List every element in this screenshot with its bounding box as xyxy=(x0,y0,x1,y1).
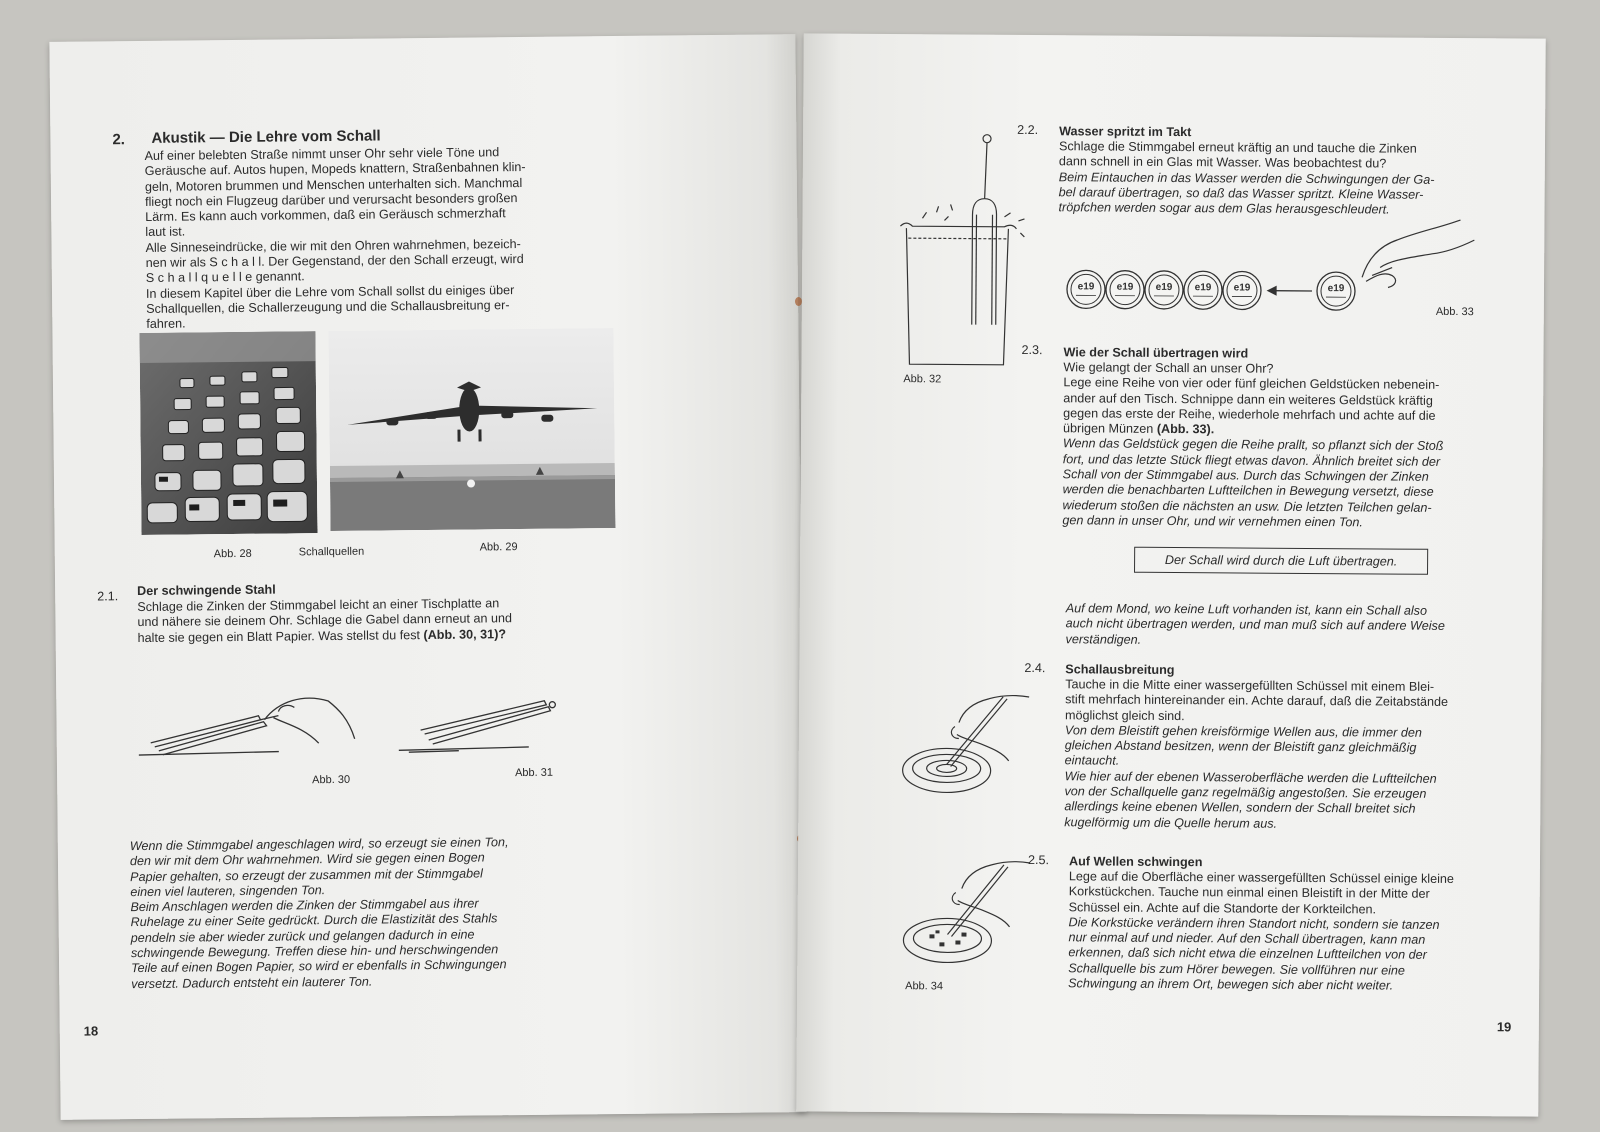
section-title-2-1: Der schwingende Stahl xyxy=(137,582,276,599)
chapter-number: 2. xyxy=(112,131,126,149)
text-line: allerdings keine ebenen Wellen, sondern der Schall breitet sich xyxy=(1064,799,1416,817)
text-line: gegen das erste der Reihe, wiederhole mehrfach und achte auf die xyxy=(1063,406,1436,423)
caption-abb33: Abb. 33 xyxy=(1435,305,1474,319)
text-span: halte sie gegen ein Blatt Papier. Was stellst du fest xyxy=(137,627,421,645)
text-line: kugelförmig um die Quelle herum aus. xyxy=(1064,814,1278,831)
beaker-tuning-fork-drawing xyxy=(891,128,1033,375)
text-line: Papier gehalten, so erzeugt der zusammen mit der Stimmgabel xyxy=(130,866,483,884)
text-line: laut ist. xyxy=(145,225,186,240)
text-line: fahren. xyxy=(146,316,186,332)
text-line: wiederum stoßen die nächsten an usw. Die letzten Teilchen gelan- xyxy=(1062,497,1432,515)
text-line: bel darauf übertragen, so daß das Wasser spritzt. Kleine Wasser- xyxy=(1058,185,1424,202)
text-line: Beim Eintauchen in das Wasser werden die Schwingungen der Ga- xyxy=(1058,169,1435,187)
text-line: Schallquelle bis zum Hörer bewegen. Sie vollführen nur eine xyxy=(1068,961,1406,978)
left-page xyxy=(49,34,806,1120)
page-number-right: 19 xyxy=(1496,1019,1512,1035)
right-page xyxy=(796,33,1546,1116)
caption-abb30: Abb. 30 xyxy=(312,773,351,787)
text-line: und nähere sie deinem Ohr. Schlage die Gabel dann erneut an und xyxy=(137,611,513,630)
text-line: Alle Sinneseindrücke, die wir mit den Ohren wahrnehmen, bezeich- xyxy=(145,236,521,255)
bowl-pencil-drawing xyxy=(898,682,1039,805)
section-number-2-5: 2.5. xyxy=(1027,853,1050,868)
text-line: Tauche in die Mitte einer wassergefüllten Schüssel mit einem Blei- xyxy=(1065,677,1435,694)
caption-abb31: Abb. 31 xyxy=(514,766,554,780)
section-number-2-4: 2.4. xyxy=(1024,660,1046,676)
moon-paragraph xyxy=(1065,601,1495,650)
section-2-4-text xyxy=(1064,677,1495,833)
section-title-2-2: Wasser spritzt im Takt xyxy=(1059,124,1192,140)
tuning-fork-table-drawing xyxy=(128,677,569,774)
section-2-3-text xyxy=(1062,360,1493,531)
text-line: Die Korkstücke verändern ihren Standort nicht, sondern sie tanzen xyxy=(1068,915,1440,932)
text-line: schwingende Bewegung. Treffen diese hin- und herschwingenden xyxy=(130,942,499,961)
text-line: Wie hier auf der ebenen Wasseroberfläche werden die Luftteilchen xyxy=(1064,769,1437,786)
text-line: S c h a l l q u e l l e genannt. xyxy=(145,269,305,286)
svg-text:e19: e19 xyxy=(1327,283,1345,295)
section-title-2-4: Schallausbreitung xyxy=(1065,662,1175,678)
text-line: Lärm. Es kann auch vorkommen, daß ein Geräusch schmerzhaft xyxy=(145,206,506,225)
text-line: werden die benachbarten Luftteilchen in Bewegung versetzt, diese xyxy=(1062,482,1434,500)
text-line: fort, und das letzte Stück fliegt etwas davon. Ähnlich breitet sich der xyxy=(1062,452,1441,469)
text-line: nur einmal auf und nieder. Auf den Schall übertragen, kann man xyxy=(1068,930,1426,947)
text-line: Teile auf einen Bogen Papier, so wird er ebenfalls in Schwingungen xyxy=(131,957,507,976)
text-line: Wie gelangt der Schall an unser Ohr? xyxy=(1063,360,1274,376)
explanation-paragraph xyxy=(130,835,572,993)
text-line: Geräusche auf. Autos hupen, Mopeds knattern, Straßenbahnen klin- xyxy=(144,160,526,179)
text-line: In diesem Kapitel über die Lehre vom Schall sollst du einiges über xyxy=(145,282,515,301)
text-line: Schlage die Zinken der Stimmgabel leicht an einer Tischplatte an xyxy=(137,596,500,615)
text-line: erkennen, daß sich nicht etwa die einzelnen Luftteilchen von der xyxy=(1068,945,1427,963)
text-line: Schlage die Stimmgabel erneut kräftig an und tauche die Zinken xyxy=(1058,139,1417,156)
airplane-photo xyxy=(328,328,615,531)
text-line: einen viel lauteren, singenden Ton. xyxy=(130,882,326,900)
svg-text:e19: e19 xyxy=(1194,282,1212,294)
text-line: Ruhelage zu einer Seite gedrückt. Durch die Elastizität des Stahls xyxy=(130,911,498,930)
caption-schallquellen: Schallquellen xyxy=(298,545,365,559)
text-line: geln, Motoren brummen und Menschen unterhalten sich. Manchmal xyxy=(144,175,523,194)
text-line: eintaucht. xyxy=(1064,753,1120,769)
section-2-2-text xyxy=(1059,139,1480,218)
text-line: Korkstückchen. Tauche nun einmal einen Bleistift in der Mitte der xyxy=(1068,884,1430,902)
caption-abb34: Abb. 34 xyxy=(905,980,944,993)
text-line: Schall von der Stimmgabel aus. Durch das Schwingen der Zinken xyxy=(1062,467,1429,484)
traffic-photo xyxy=(139,331,317,535)
text-line: dann schnell in ein Glas mit Wasser. Was beobachtest du? xyxy=(1058,154,1387,171)
section-number-2-3: 2.3. xyxy=(1021,342,1043,358)
section-number-2-2: 2.2. xyxy=(1017,122,1039,138)
text-line: möglichst gleich sind. xyxy=(1064,707,1185,723)
text-line: verständigen. xyxy=(1065,631,1142,647)
section-title-2-5: Auf Wellen schwingen xyxy=(1068,854,1203,870)
chapter-title: Akustik — Die Lehre vom Schall xyxy=(151,127,381,147)
text-line: Wenn die Stimmgabel angeschlagen wird, so erzeugt sie einen Ton, xyxy=(129,835,509,854)
text-line: Auf dem Mond, wo keine Luft vorhanden ist, kann ein Schall also xyxy=(1065,601,1428,618)
section-title-2-3: Wie der Schall übertragen wird xyxy=(1063,345,1249,361)
text-line: versetzt. Dadurch entsteht ein lauterer Ton. xyxy=(131,974,373,991)
caption-abb29: Abb. 29 xyxy=(479,541,518,554)
text-line: Wenn das Geldstück gegen die Reihe prallt, so pflanzt sich der Stoß xyxy=(1062,436,1444,454)
text-line: Schwingung an ihrem Ort, bewegen sich aber nicht weiter. xyxy=(1068,976,1394,993)
boxed-statement: Der Schall wird durch die Luft übertragen. xyxy=(1134,547,1428,575)
svg-text:e19: e19 xyxy=(1077,281,1095,293)
text-line xyxy=(138,626,578,646)
text-line: Beim Anschlagen werden die Zinken der Stimmgabel aus ihrer xyxy=(130,896,479,915)
text-line: tröpfchen werden sogar aus dem Glas herausgeschleudert. xyxy=(1058,200,1390,217)
text-line: Lege eine Reihe von vier oder fünf gleichen Geldstücken nebenein- xyxy=(1063,375,1440,393)
text-line: auch nicht übertragen werden, und man muß sich auf andere Weise xyxy=(1065,616,1445,634)
text-line: Lege auf die Oberfläche einer wassergefüllten Schüssel einige kleine xyxy=(1068,869,1454,886)
figure-reference: (Abb. 33). xyxy=(1156,422,1215,437)
text-line: Auf einer belebten Straße nimmt unser Ohr sehr viele Töne und xyxy=(144,145,500,163)
text-line: ander auf den Tisch. Schnippe dann ein weiteres Geldstück kräftig xyxy=(1063,390,1433,408)
text-line: Schüssel ein. Achte auf die Standorte der Korkteilchen. xyxy=(1068,899,1377,917)
text-line: den wir mit dem Ohr wahrnehmen. Wird sie gegen einen Bogen xyxy=(129,850,485,869)
bowl-cork-drawing xyxy=(899,844,1040,975)
svg-text:e19: e19 xyxy=(1155,281,1173,294)
page-number-left: 18 xyxy=(83,1023,99,1039)
text-line: gen dann in unser Ohr, und wir vernehmen einen Ton. xyxy=(1062,513,1364,530)
text-line: gleichen Abstand besitzen, wenn der Bleistift ganz gleichmäßig xyxy=(1064,738,1417,755)
caption-abb32: Abb. 32 xyxy=(903,373,942,386)
caption-abb28: Abb. 28 xyxy=(213,547,252,561)
section-2-5-text xyxy=(1068,869,1499,994)
svg-text:e19: e19 xyxy=(1116,281,1134,293)
section-2-1-text xyxy=(137,595,577,645)
text-line: stift mehrfach hintereinander ein. Achte darauf, daß die Zeitabstände xyxy=(1065,692,1449,710)
text-span: übrigen Münzen xyxy=(1062,421,1154,437)
section-number-2-1: 2.1. xyxy=(97,589,119,604)
text-line: Schallquellen, die Schallerzeugung und die Schallausbreitung er- xyxy=(146,298,510,316)
coins-row-drawing xyxy=(1062,215,1483,318)
text-line: pendeln sie aber wieder zurück und gelangen dadurch in eine xyxy=(130,927,475,945)
text-line: fliegt noch ein Flugzeug darüber und verursacht besonders großen xyxy=(144,190,518,209)
text-line: Von dem Bleistift gehen kreisförmige Wellen aus, die immer den xyxy=(1064,723,1422,740)
intro-paragraph xyxy=(145,144,587,332)
svg-text:e19: e19 xyxy=(1233,282,1251,294)
text-line: von der Schallquelle ganz regelmäßig angestoßen. Sie erzeugen xyxy=(1064,784,1427,801)
text-line: nen wir als S c h a l l. Der Gegenstand, der den Schall erzeugt, wird xyxy=(145,252,524,271)
figure-reference: (Abb. 30, 31)? xyxy=(423,626,507,642)
